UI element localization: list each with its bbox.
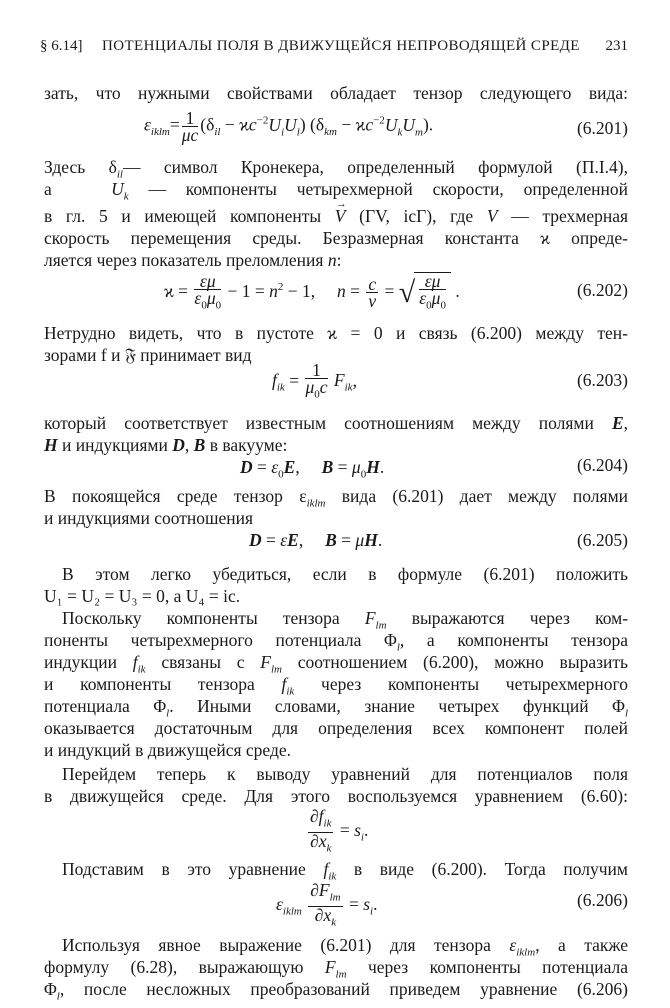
text-line: и индукциями соотношения — [44, 508, 254, 528]
text-line: и индукций в движущейся среде. — [44, 740, 292, 760]
text-line: формулу (6.28), выражающую $F_{lm}$ через компоненты потенциала — [44, 957, 629, 981]
text-line: зорами f и 𝔉 принимает вид — [44, 345, 252, 365]
equation-number: (6.204) — [576, 455, 628, 475]
text-line: ляется через показатель преломления n: — [44, 250, 342, 270]
equation-number: (6.203) — [576, 370, 628, 390]
equation-number: (6.202) — [576, 280, 628, 300]
equation-number: (6.206) — [576, 890, 628, 910]
equation-number: (6.205) — [576, 530, 628, 550]
text-line: Используя явное выражение (6.201) для тензора $\varepsilon_{iklm}$, а также — [62, 935, 629, 959]
equation-number: (6.201) — [576, 118, 628, 138]
equation-6-202 — [44, 272, 628, 312]
text-line: и компоненты тензора $f_{ik}$ через компоненты четырехмерного — [44, 674, 629, 698]
text-line: скорость перемещения среды. Безразмерная константа ϰ опреде- — [44, 228, 628, 248]
header-section: § 6.14] — [40, 38, 83, 54]
text-line: зать, что нужными свойствами обладает тензор следующего вида: — [44, 83, 628, 103]
text-line: а $U_k$ — компоненты четырехмерной скорости, определенной — [44, 179, 628, 203]
running-header — [40, 38, 628, 58]
formula: D = εE, B = μH. — [249, 530, 383, 550]
text-line: в движущейся среде. Для этого воспользуемся уравнением (6.60): — [44, 786, 628, 806]
text-line: оказывается достаточным для определения всех компонент полей — [44, 718, 628, 738]
formula: $D = \varepsilon_0E$, $B = \mu_0H$. — [240, 457, 385, 481]
text-line: В покоящейся среде тензор $\varepsilon_{iklm}$ вида (6.201) дает между полями — [44, 486, 629, 510]
text-line: который соответствует известным соотношениям между полями E, — [44, 413, 628, 433]
equation-6-203 — [44, 362, 628, 402]
formula: $\varepsilon_{iklm}$ $\frac{\partial F_{lm}}{\partial x_k}$ = $s_i$. — [276, 880, 378, 928]
equation-6-206 — [44, 880, 628, 928]
text-line: индукции $f_{ik}$ связаны с $F_{lm}$ соотношением (6.200), можно выразить — [44, 652, 628, 676]
formula: $f_{ik}$ = $\frac{1}{\mu_0c}$ $F_{ik}$, — [272, 360, 357, 401]
formula: $\frac{\partial f_{ik}}{\partial x_k}$ = $s_i$. — [310, 806, 369, 854]
text-line: поненты четырехмерного потенциала $\Phi_l$, а компоненты тензора — [44, 630, 628, 654]
text-line: потенциала $\Phi_l$. Иными словами, знание четырех функций $\Phi_l$ — [44, 696, 629, 720]
equation-6-201 — [44, 110, 628, 150]
text-line: $\Phi_l$, после несложных преобразований приведем уравнение (6.206) — [44, 979, 628, 1003]
formula: $\varepsilon_{iklm}=$ $\frac{1}{\mu c}$ $(\delta_{il} - ϰc^{-2}U_iU_l) (\delta_{km} - ϰc^{-2}U_kU_m)$. — [144, 108, 434, 145]
text-line: в гл. 5 и имеющей компоненты → V (ΓV, icΓ), где V — трехмерная — [44, 205, 628, 227]
page-number: 231 — [605, 38, 628, 54]
formula: ϰ = $\frac{\varepsilon\mu}{\varepsilon_0\mu_0}$ − $1 = n^2 - 1$, n = $\frac{c}{v}$ = √ $\frac{\varepsilon\mu}{\varepsilon_0\mu_0}$ . — [164, 270, 460, 312]
text-line: H и индукциями D, B в вакууме: — [44, 435, 288, 455]
text-line: U₁ = U₂ = U₃ = 0, а U₄ = ic. — [44, 586, 241, 606]
equation-divergence — [44, 806, 628, 854]
text-line: Нетрудно видеть, что в пустоте ϰ = 0 и связь (6.200) между тен- — [44, 323, 628, 343]
text-line: Здесь $\delta_{il}—$ символ Кронекера, определенный формулой (П.I.4), — [44, 157, 628, 181]
text-line: В этом легко убедиться, если в формуле (6.201) положить — [62, 564, 628, 584]
text-line: Подставим в это уравнение $f_{ik}$ в виде (6.200). Тогда получим — [62, 859, 628, 883]
header-title: ПОТЕНЦИАЛЫ ПОЛЯ В ДВИЖУЩЕЙСЯ НЕПРОВОДЯЩЕЙ СРЕДЕ — [102, 38, 580, 54]
text-line: Перейдем теперь к выводу уравнений для потенциалов поля — [62, 764, 628, 784]
text-line: Поскольку компоненты тензора $F_{lm}$ выражаются через ком- — [62, 608, 629, 632]
